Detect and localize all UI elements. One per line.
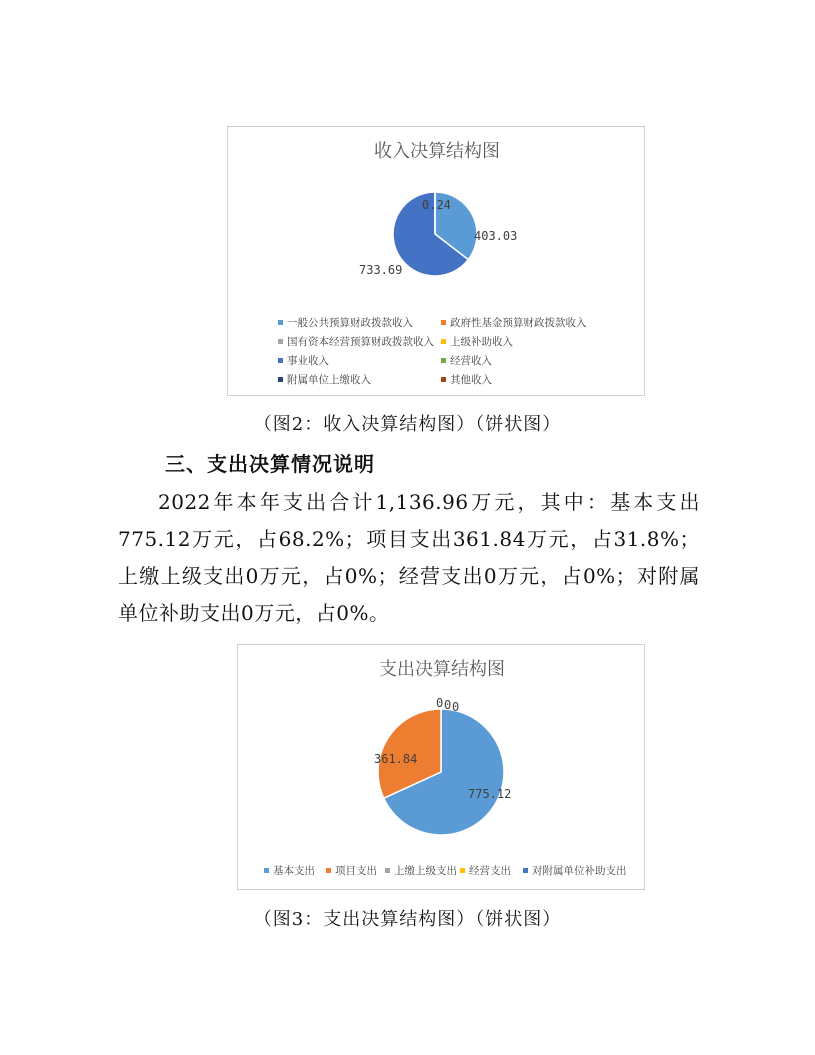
legend-swatch <box>441 377 446 382</box>
legend-item: 经营支出 <box>469 865 511 877</box>
expenditure-pie-slices <box>378 709 504 835</box>
legend-item: 对附属单位补助支出 <box>532 865 627 877</box>
legend-item: 一般公共预算财政拨款收入 <box>287 317 413 329</box>
pie-data-label: 0 <box>436 696 444 710</box>
legend-item: 基本支出 <box>273 865 315 877</box>
income-pie-legend <box>278 316 587 386</box>
income-structure-chart <box>227 126 645 396</box>
pie-data-label: 733.69 <box>359 263 403 277</box>
chart-title: 支出决算结构图 <box>379 659 505 680</box>
legend-swatch <box>278 320 283 325</box>
legend-swatch <box>326 868 331 873</box>
legend-swatch <box>460 868 465 873</box>
pie-data-label: 0 <box>452 700 460 714</box>
legend-swatch <box>385 868 390 873</box>
legend-swatch <box>523 868 528 873</box>
pie-data-label: 0 <box>444 698 452 712</box>
legend-item: 上级补助收入 <box>450 336 513 348</box>
figure2-caption: （图2：收入决算结构图）（饼状图） <box>253 414 562 435</box>
legend-swatch <box>441 339 446 344</box>
expenditure-structure-chart <box>237 644 645 890</box>
legend-item: 上缴上级支出 <box>394 865 457 877</box>
legend-item: 项目支出 <box>335 865 377 877</box>
legend-item: 国有资本经营预算财政拨款收入 <box>287 336 434 348</box>
legend-swatch <box>278 358 283 363</box>
legend-swatch <box>264 868 269 873</box>
legend-swatch <box>278 339 283 344</box>
income-pie-svg <box>228 127 646 397</box>
section-paragraph: 2022年本年支出合计1,136.96万元，其中：基本支出775.12万元，占68.2%；项目支出361.84万元，占31.8%；上缴上级支出0万元，占0%；经营支出0万元，占0%；对附属单位补助支出0万元，占0%。 <box>118 490 700 625</box>
legend-item: 政府性基金预算财政拨款收入 <box>450 317 587 329</box>
legend-swatch <box>441 320 446 325</box>
legend-swatch <box>278 377 283 382</box>
legend-swatch <box>441 358 446 363</box>
section-heading: 三、支出决算情况说明 <box>165 452 375 476</box>
legend-item: 事业收入 <box>287 355 329 367</box>
figure3-caption: （图3：支出决算结构图）（饼状图） <box>253 909 562 930</box>
pie-data-label: 0.24 <box>422 198 451 212</box>
pie-data-label: 361.84 <box>374 752 418 766</box>
chart-title: 收入决算结构图 <box>374 141 500 162</box>
legend-item: 附属单位上缴收入 <box>287 374 371 386</box>
legend-item: 经营收入 <box>450 355 492 367</box>
pie-data-label: 403.03 <box>474 229 518 243</box>
expenditure-pie-legend <box>264 864 627 877</box>
expenditure-pie-svg <box>238 645 646 891</box>
legend-item: 其他收入 <box>450 374 492 386</box>
pie-data-label: 775.12 <box>468 787 512 801</box>
